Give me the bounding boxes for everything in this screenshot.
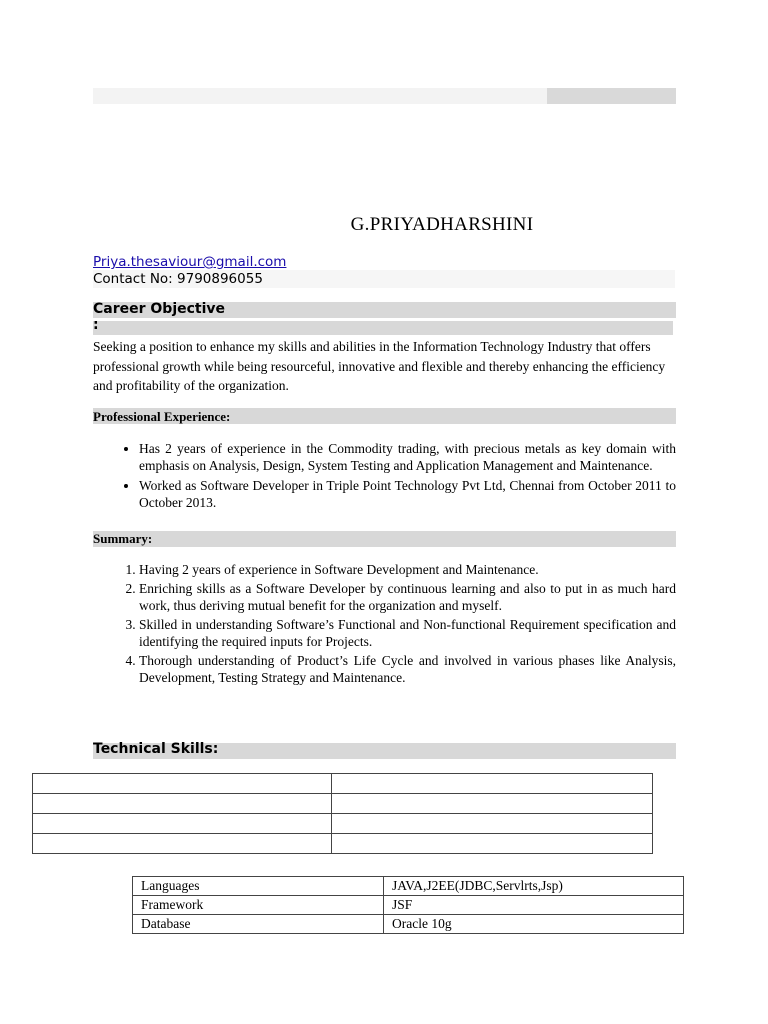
career-objective-colon-bar — [93, 321, 673, 335]
table-cell — [33, 774, 332, 794]
header-bar-dark — [547, 88, 676, 104]
summary-list — [93, 561, 676, 688]
table-cell — [332, 814, 653, 834]
table-row — [33, 834, 653, 854]
table-cell — [332, 834, 653, 854]
candidate-name: G.PRIYADHARSHINI — [350, 214, 534, 235]
career-objective-colon: : — [93, 317, 99, 333]
summary-item: 4. Thorough understanding of Product’s Life Cycle and involved in various phases like Analysis, Development, Testing Strategy and Maintenance. — [139, 652, 676, 686]
table-cell — [33, 834, 332, 854]
summary-heading: Summary: — [93, 531, 153, 546]
skill-label: Languages — [133, 877, 384, 896]
skill-value: JAVA,J2EE(JDBC,Servlrts,Jsp) — [384, 877, 684, 896]
table-cell — [332, 794, 653, 814]
skill-label: Framework — [133, 896, 384, 915]
table-cell — [332, 774, 653, 794]
skills-table — [132, 876, 684, 934]
summary-bar — [93, 531, 676, 547]
experience-item: • Worked as Software Developer in Triple Point Technology Pvt Ltd, Chennai from October 2011 to October 2013. — [139, 477, 676, 511]
experience-item: • Has 2 years of experience in the Commodity trading, with precious metals as key domain with emphasis on Analysis, Design, System Testing and Application Management and Maintenance. — [139, 440, 676, 474]
career-objective-heading: Career Objective — [93, 301, 226, 317]
header-bar-light — [93, 88, 547, 104]
table-row — [133, 915, 684, 934]
table-row — [33, 774, 653, 794]
skill-label: Database — [133, 915, 384, 934]
experience-list — [93, 440, 676, 514]
professional-experience-heading: Professional Experience: — [93, 409, 231, 424]
skill-value: JSF — [384, 896, 684, 915]
career-objective-text: Seeking a position to enhance my skills and abilities in the Information Technology Industry that offers professional growth while being resourceful, innovative and flexible and thereby enhancing the efficiency and profitability of the organization. — [93, 339, 666, 393]
skill-value: Oracle 10g — [384, 915, 684, 934]
table-cell — [33, 814, 332, 834]
table-row — [33, 794, 653, 814]
table-row — [133, 896, 684, 915]
summary-item: 2. Enriching skills as a Software Developer by continuous learning and also to put in as much hard work, thus deriving mutual benefit for the organization and myself. — [139, 580, 676, 614]
table-row — [33, 814, 653, 834]
summary-item: 3. Skilled in understanding Software’s Functional and Non-functional Requirement specification and identifying the required inputs for Projects. — [139, 616, 676, 650]
contact-number: Contact No: 9790896055 — [93, 271, 263, 287]
summary-item: 1. Having 2 years of experience in Software Development and Maintenance. — [139, 561, 676, 578]
empty-skills-table — [32, 773, 653, 854]
table-cell — [33, 794, 332, 814]
email-link[interactable]: Priya.thesaviour@gmail.com — [93, 254, 287, 270]
table-row — [133, 877, 684, 896]
technical-skills-heading: Technical Skills: — [93, 741, 219, 757]
